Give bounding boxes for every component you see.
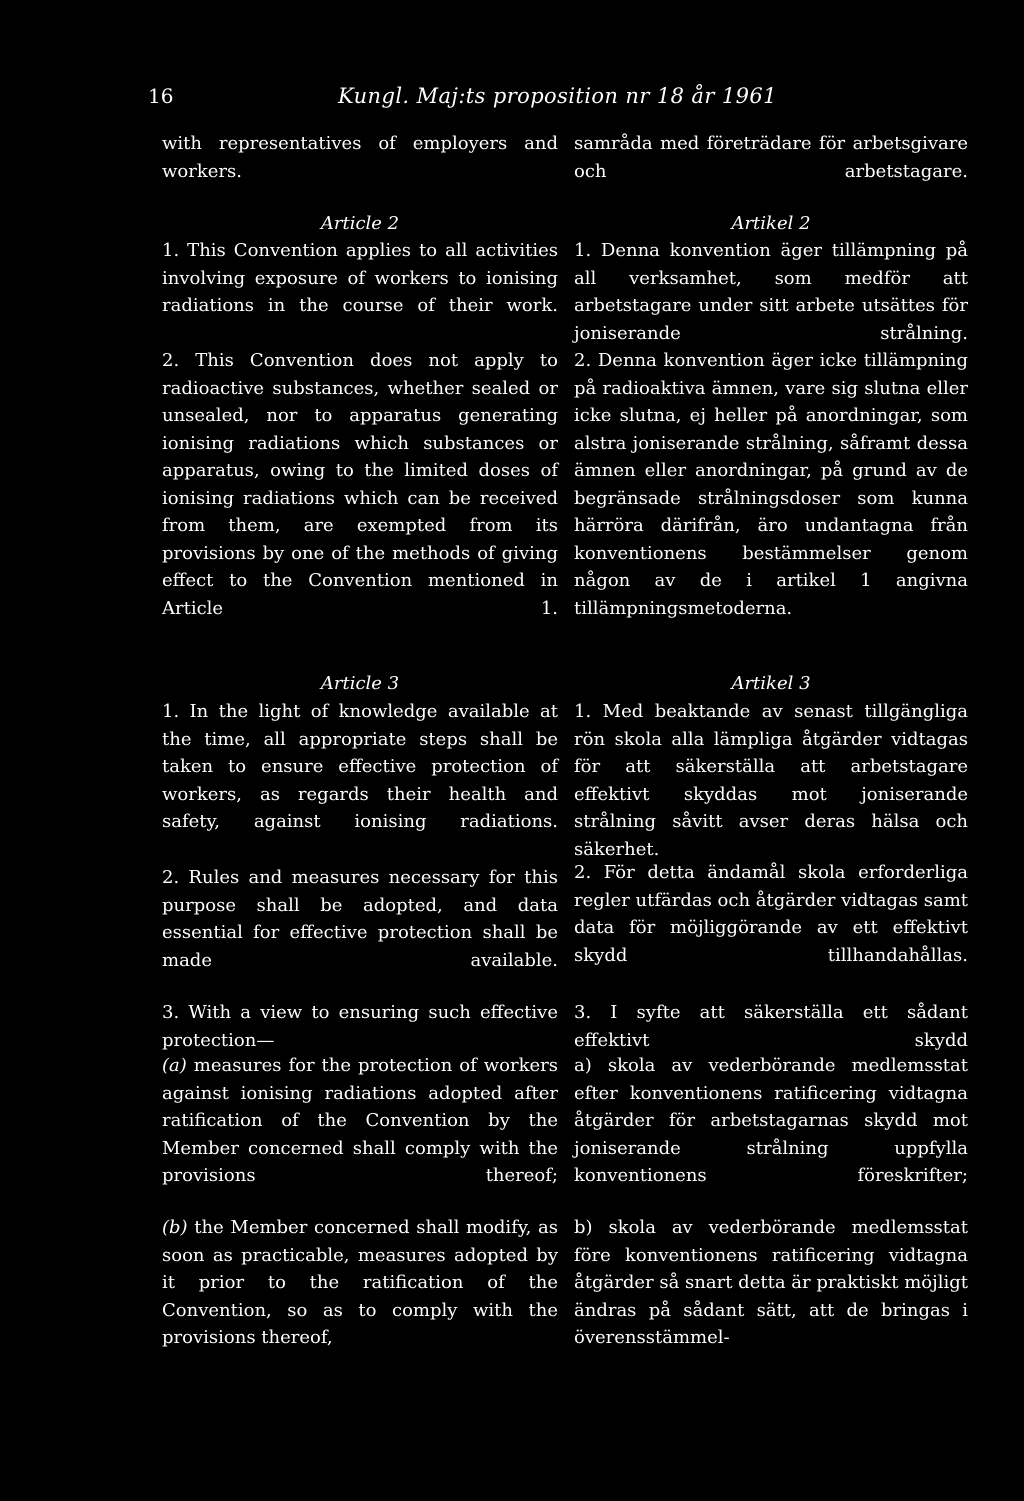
article-3-item-a (162, 1052, 558, 1217)
artikel-3-item-b: b) skola av vederbörande medlemsstat före konventionens ratificering vidtagna åtgärder så snart detta är praktiskt möjligt ändras på sådant sätt, att de bringas i överensstämmel- (574, 1217, 968, 1348)
page-header (148, 84, 808, 118)
artikel-2-heading: Artikel 2 (731, 213, 811, 234)
article-3-item-b (162, 1214, 558, 1352)
item-b-label: (b) (162, 1217, 188, 1238)
item-b-text: the Member concerned shall modify, as soon as practicable, measures adopted by it prior to the ratification of the Convention, so as to comply with the provisions thereof, (162, 1217, 558, 1348)
article-2-heading: Article 2 (320, 213, 400, 234)
article-3-heading: Article 3 (320, 673, 400, 694)
item-a-text: measures for the protection of workers against ionising radiations adopted after ratification of the Convention by the Member concerned shall comply with the provisions thereof; (162, 1055, 558, 1186)
article-3-paragraph-2: 2. Rules and measures necessary for this purpose shall be adopted, and data essential for effective protection shall be made available. (162, 867, 558, 971)
swedish-intro: samråda med företrädare för arbetsgivare och arbetstagare. (574, 133, 968, 182)
article-3-paragraph-1: 1. In the light of knowledge available at the time, all appropriate steps shall be taken to ensure effective protection of workers, as regards their health and safety, against ionising radiations. (162, 701, 558, 832)
artikel-3-paragraph-1: 1. Med beaktande av senast tillgängliga rön skola alla lämpliga åtgärder vidtagas för att säkerställa att arbetstagare effektivt skyddas mot joniserande strålning såvitt avser deras hälsa och säkerhet. (574, 701, 968, 860)
artikel-2-paragraph-2: 2. Denna konvention äger icke tillämpning på radioaktiva ämnen, vare sig slutna eller icke slutna, ej heller på anordningar, som alstra joniserande strålning, såframt dessa ämnen eller anordningar, på grund av de begränsade strålningsdoser som kunna härröra därifrån, äro undantagna från konventionens bestämmelser genom någon av de i artikel 1 angivna tillämpningsmetoderna. (574, 350, 968, 619)
english-intro: with representatives of employers and workers. (162, 133, 558, 182)
page-number: 16 (148, 84, 174, 108)
artikel-3-paragraph-3: 3. I syfte att säkerställa ett sådant effektivt skydd (574, 1002, 968, 1051)
artikel-3-paragraph-2: 2. För detta ändamål skola erforderliga regler utfärdas och åtgärder vidtagas samt data för möjliggörande av ett effektivt skydd tillhandahållas. (574, 862, 969, 966)
artikel-2-paragraph-1: 1. Denna konvention äger tillämpning på all verksamhet, som medför att arbetstagare under sitt arbete utsättes för joniserande strålning. (574, 240, 968, 344)
artikel-3-heading: Artikel 3 (731, 673, 811, 694)
item-a-label: (a) (162, 1055, 187, 1076)
article-3-paragraph-3: 3. With a view to ensuring such effective protection— (162, 1002, 558, 1051)
article-2-paragraph-1: 1. This Convention applies to all activities involving exposure of workers to ionising radiations in the course of their work. (162, 240, 558, 316)
artikel-3-item-a: a) skola av vederbörande medlemsstat efter konventionens ratificering vidtagna åtgärder för arbetstagarnas skydd mot joniserande strålning uppfylla konventionens föreskrifter; (574, 1055, 968, 1186)
running-head: Kungl. Maj:ts proposition nr 18 år 1961 (338, 84, 777, 108)
article-2-paragraph-2: 2. This Convention does not apply to radioactive substances, whether sealed or unsealed, nor to apparatus generating ionising radiations which substances or apparatus, owing to the limited doses of ionising radiations which can be received from them, are exempted from its provisions by one of the methods of giving effect to the Convention mentioned in Article 1. (162, 350, 558, 619)
